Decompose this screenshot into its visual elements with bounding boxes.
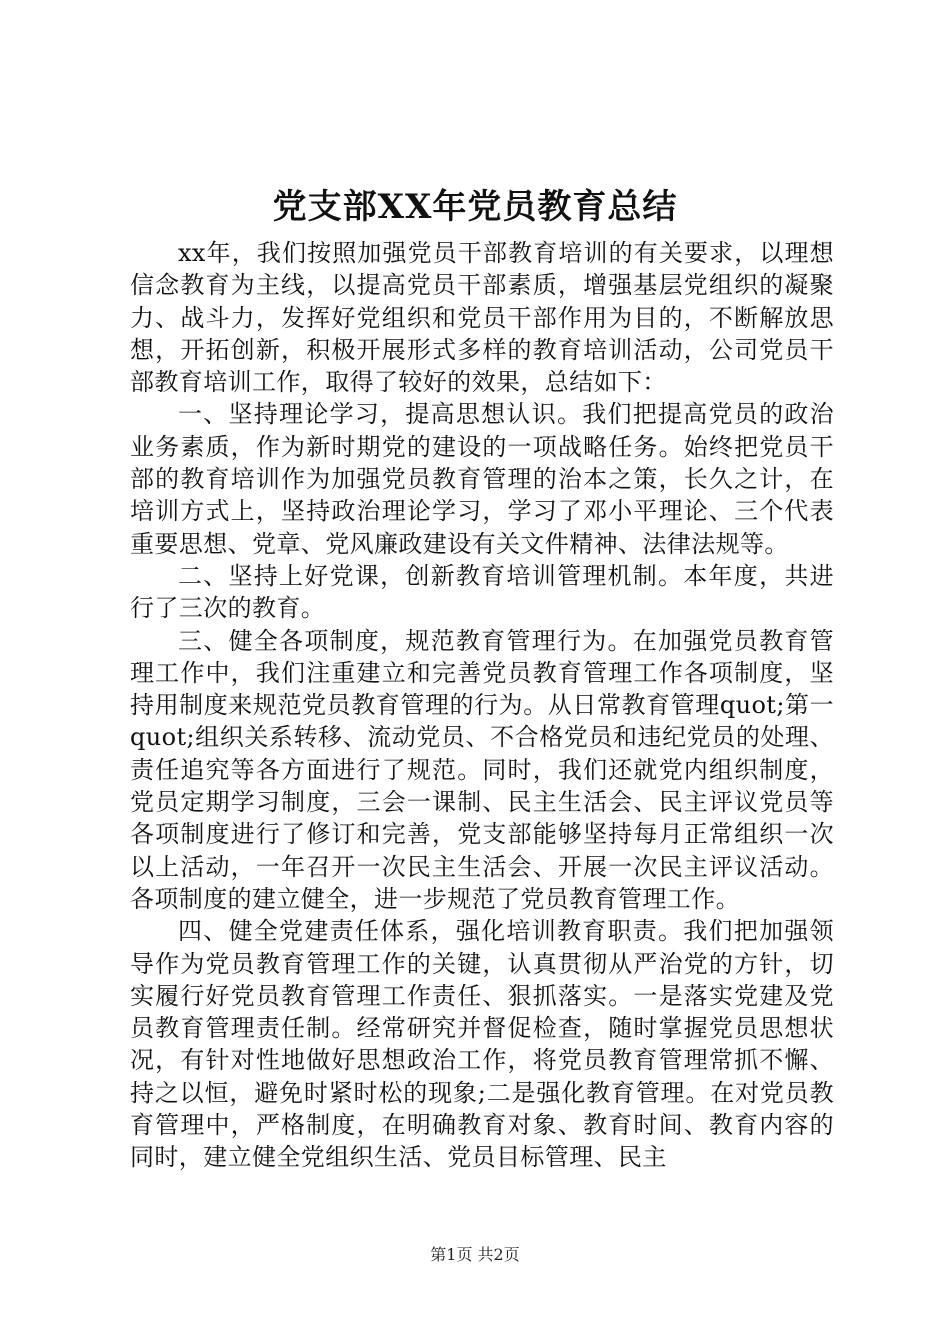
- paragraph-systems: 三、健全各项制度，规范教育管理行为。在加强党员教育管理工作中，我们注重建立和完善党员教育管理工作各项制度，坚持用制度来规范党员教育管理的行为。从日常教育管理quot;第一quot;组织关系转移、流动党员、不合格党员和违纪党员的处理、责任追究等各方面进行了规范。同时，我们还就党内组织制度，党员定期学习制度，三会一课制、民主生活会、民主评议党员等各项制度进行了修订和完善，党支部能够坚持每月正常组织一次以上活动，一年召开一次民主生活会、开展一次民主评议活动。各项制度的建立健全，进一步规范了党员教育管理工作。: [130, 626, 834, 913]
- paragraph-theory-study: 一、坚持理论学习，提高思想认识。我们把提高党员的政治业务素质，作为新时期党的建设的一项战略任务。始终把党员干部的教育培训作为加强党员教育管理的治本之策，长久之计，在培训方式上，坚持政治理论学习，学习了邓小平理论、三个代表重要思想、党章、党风廉政建设有关文件精神、法律法规等。: [130, 400, 834, 558]
- page-number-footer: 第1页 共2页: [430, 1245, 520, 1264]
- document-title: 党支部XX年党员教育总结: [272, 187, 678, 227]
- paragraph-party-lectures: 二、坚持上好党课，创新教育培训管理机制。本年度，共进行了三次的教育。: [130, 561, 834, 623]
- paragraph-responsibility: 四、健全党建责任体系，强化培训教育职责。我们把加强领导作为党员教育管理工作的关键，认真贯彻从严治党的方针，切实履行好党员教育管理工作责任、狠抓落实。一是落实党建及党员教育管理责任制。经常研究并督促检查，随时掌握党员思想状况，有针对性地做好思想政治工作，将党员教育管理常抓不懈、持之以恒，避免时紧时松的现象;二是强化教育管理。在对党员教育管理中，严格制度，在明确教育对象、教育时间、教育内容的同时，建立健全党组织生活、党员目标管理、民主: [130, 917, 834, 1172]
- paragraph-intro: xx年，我们按照加强党员干部教育培训的有关要求，以理想信念教育为主线，以提高党员干部素质，增强基层党组织的凝聚力、战斗力，发挥好党组织和党员干部作用为目的，不断解放思想，开拓创新，积极开展形式多样的教育培训活动，公司党员干部教育培训工作，取得了较好的效果，总结如下：: [130, 239, 834, 397]
- document-body: [130, 237, 834, 1174]
